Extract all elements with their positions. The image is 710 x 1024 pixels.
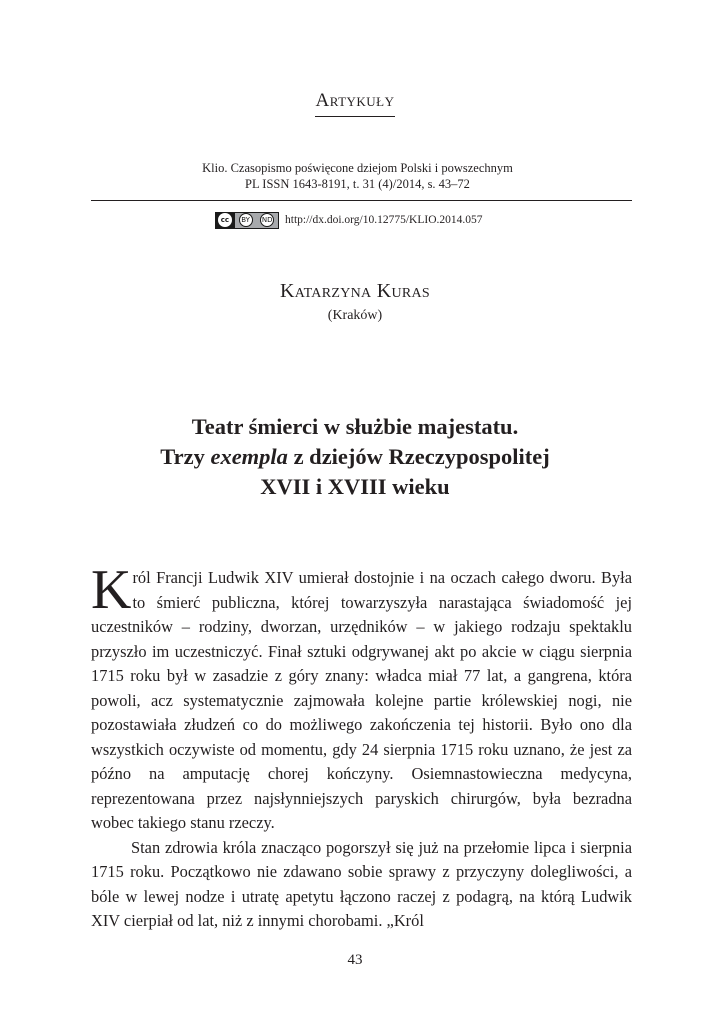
by-icon: BY [239,213,253,227]
author-name: Katarzyna Kuras [279,280,431,302]
title-line-2-end: z dziejów Rzeczypospolitej [287,444,550,469]
title-line-2 [0,442,710,472]
article-title [0,412,710,502]
title-line-1: Teatr śmierci w służbie majestatu. [191,414,519,439]
journal-info [160,160,555,192]
paragraph-2: Stan zdrowia króla znacząco pogorszył się już na przełomie lipca i sierpnia 1715 roku. Początkowo nie zdawano sobie sprawy z przyczyny dolegliwości, a bóle w lewej nodze i utratę apetytu łączono raczej z podagrą, na którą Ludwik XIV cierpiał od lat, niż z innymi chorobami. „Król [91,837,632,930]
page-number: 43 [347,952,363,968]
title-line-2-start: Trzy [160,444,211,469]
article-body [91,559,632,934]
journal-line-2: PL ISSN 1643-8191, t. 31 (4)/2014, s. 43–72 [245,177,470,191]
paragraph-1-text: ról Francji Ludwik XIV umierał dostojnie i na oczach całego dworu. Była to śmierć publiczna, której towarzyszyła narastająca świadomość jej uczestników – rodziny, dworzan, urzędników – w jakiego rodzaju spektaklu przyszło im uczestniczyć. Finał sztuki odgrywanej akt po akcie w ciągu sierpnia 1715 roku był w zasadzie z góry znany: władca miał 77 lat, a gangrena, która powoli, acz systematycznie zajmowała kolejne partie królewskiej nogi, nie pozostawiała złudzeń co do możliwego zakończenia tej historii. Było ono dla wszystkich oczywiste od momentu, gdy 24 sierpnia 1715 roku uznano, że jest za późno na amputację chorej kończyny. Osiemnastowieczna medycyna, reprezentowana przez najsłynniejszych paryskich chirurgów, była bezradna wobec takiego stanu rzeczy. [91,568,632,832]
header-divider [91,200,632,201]
cc-attribution-panel [235,213,278,228]
section-title: Artykuły [315,90,394,117]
paragraph-1 [91,559,632,836]
journal-line-1: Klio. Czasopismo poświęcone dziejom Polski i powszechnym [202,161,513,175]
cc-by-nd-badge[interactable] [215,212,279,229]
doi-link[interactable]: http://dx.doi.org/10.12775/KLIO.2014.057 [285,214,483,226]
title-line-3: XVII i XVIII wieku [260,474,450,499]
drop-cap: K [91,559,132,621]
author-affiliation: (Kraków) [327,308,383,323]
license-row [215,210,483,230]
section-heading [0,90,710,117]
nd-icon: ND [260,213,274,227]
title-italic-word: exempla [210,444,288,469]
cc-icon: cc [218,213,232,227]
